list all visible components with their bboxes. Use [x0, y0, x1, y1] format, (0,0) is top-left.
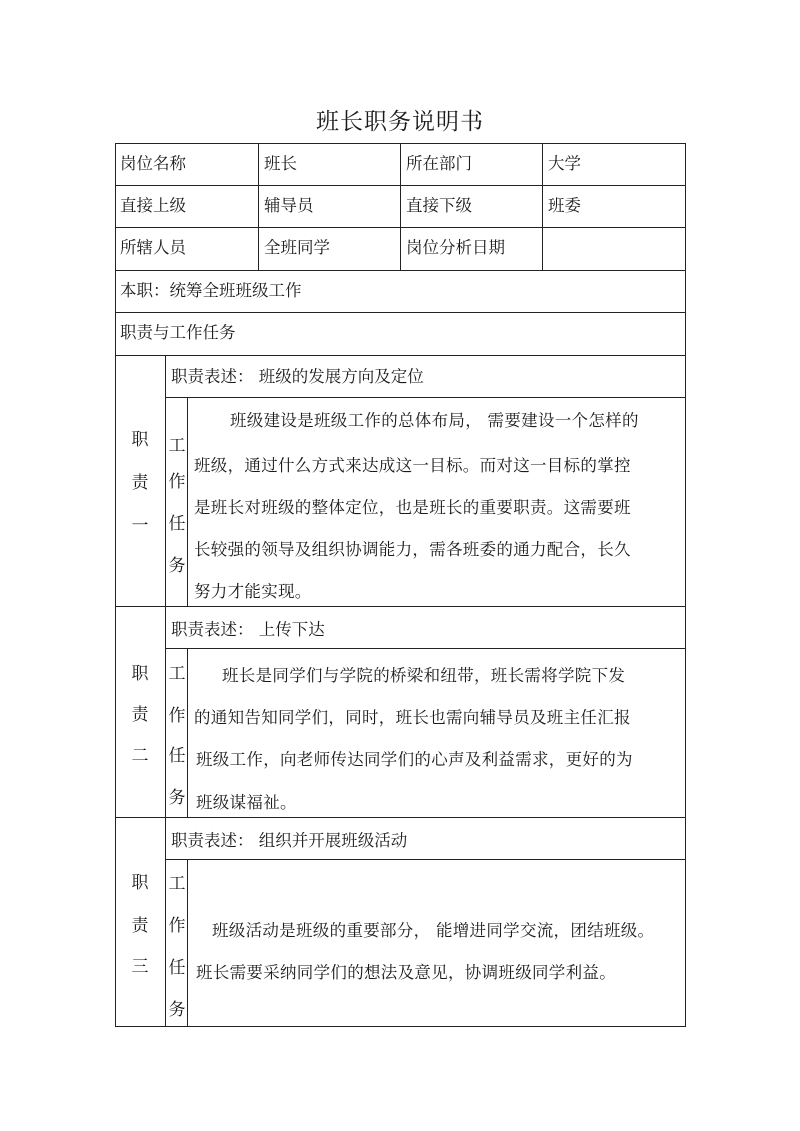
task-line: 努力才能实现。 — [194, 582, 312, 601]
label-analysis-date: 岗位分析日期 — [406, 238, 505, 257]
main-duty: 本职：统筹全班班级工作 — [120, 281, 302, 300]
duty-2-label-char: 责 — [131, 705, 149, 725]
value-staff: 全班同学 — [264, 238, 330, 257]
task-line: 班级活动是班级的重要部分， 能增进同学交流，团结班级。 — [212, 921, 655, 940]
duty-2-statement: 职责表述： 上传下达 — [171, 620, 325, 639]
duty-2-label-char: 职 — [131, 664, 149, 684]
duty-3-label-char: 职 — [131, 873, 149, 893]
task-line: 班级建设是班级工作的总体布局， 需要建设一个怎样的 — [230, 411, 639, 430]
task-label-char: 工 — [168, 664, 186, 684]
value-department: 大学 — [548, 154, 581, 173]
label-position-name: 岗位名称 — [120, 154, 186, 173]
task-label-char: 工 — [168, 436, 186, 456]
task-line: 班级工作，向老师传达同学们的心声及利益需求，更好的为 — [196, 750, 633, 769]
task-line: 长较强的领导及组织协调能力，需各班委的通力配合，长久 — [194, 540, 631, 559]
task-label-char: 作 — [168, 706, 186, 726]
label-staff: 所辖人员 — [120, 238, 186, 257]
task-label-char: 任 — [168, 958, 186, 978]
task-label-char: 工 — [168, 874, 186, 894]
document-title: 班长职务说明书 — [316, 109, 484, 135]
task-label-char: 务 — [168, 556, 186, 576]
value-direct-superior: 辅导员 — [264, 196, 314, 215]
task-label-char: 任 — [168, 514, 186, 534]
duty-1-label-char: 责 — [131, 473, 149, 493]
task-line: 班长需要采纳同学们的想法及意见，协调班级同学利益。 — [196, 963, 616, 982]
label-department: 所在部门 — [406, 154, 472, 173]
duty-1-statement: 职责表述： 班级的发展方向及定位 — [171, 367, 424, 386]
duty-3-label-char: 三 — [131, 957, 149, 977]
task-line: 的通知告知同学们，同时，班长也需向辅导员及班主任汇报 — [194, 708, 631, 727]
task-label-char: 作 — [168, 916, 186, 936]
label-direct-superior: 直接上级 — [120, 196, 186, 215]
task-label-char: 作 — [168, 472, 186, 492]
task-line: 是班长对班级的整体定位，也是班长的重要职责。这需要班 — [194, 498, 631, 517]
task-line: 班级谋福祉。 — [196, 793, 297, 812]
duties-header: 职责与工作任务 — [120, 323, 236, 342]
task-line: 班长是同学们与学院的桥梁和纽带，班长需将学院下发 — [222, 666, 626, 685]
task-label-char: 务 — [168, 788, 186, 808]
duty-2-label-char: 二 — [131, 746, 149, 766]
task-label-char: 务 — [168, 1000, 186, 1020]
duty-1-label-char: 职 — [131, 430, 149, 450]
duty-3-statement: 职责表述： 组织并开展班级活动 — [171, 831, 408, 850]
value-position-name: 班长 — [264, 154, 297, 173]
task-line: 班级，通过什么方式来达成这一目标。而对这一目标的掌控 — [194, 456, 631, 475]
duty-1-label-char: 一 — [131, 516, 149, 536]
task-label-char: 任 — [168, 746, 186, 766]
label-direct-subordinate: 直接下级 — [406, 196, 472, 215]
value-direct-subordinate: 班委 — [548, 196, 581, 215]
duty-3-label-char: 责 — [131, 916, 149, 936]
